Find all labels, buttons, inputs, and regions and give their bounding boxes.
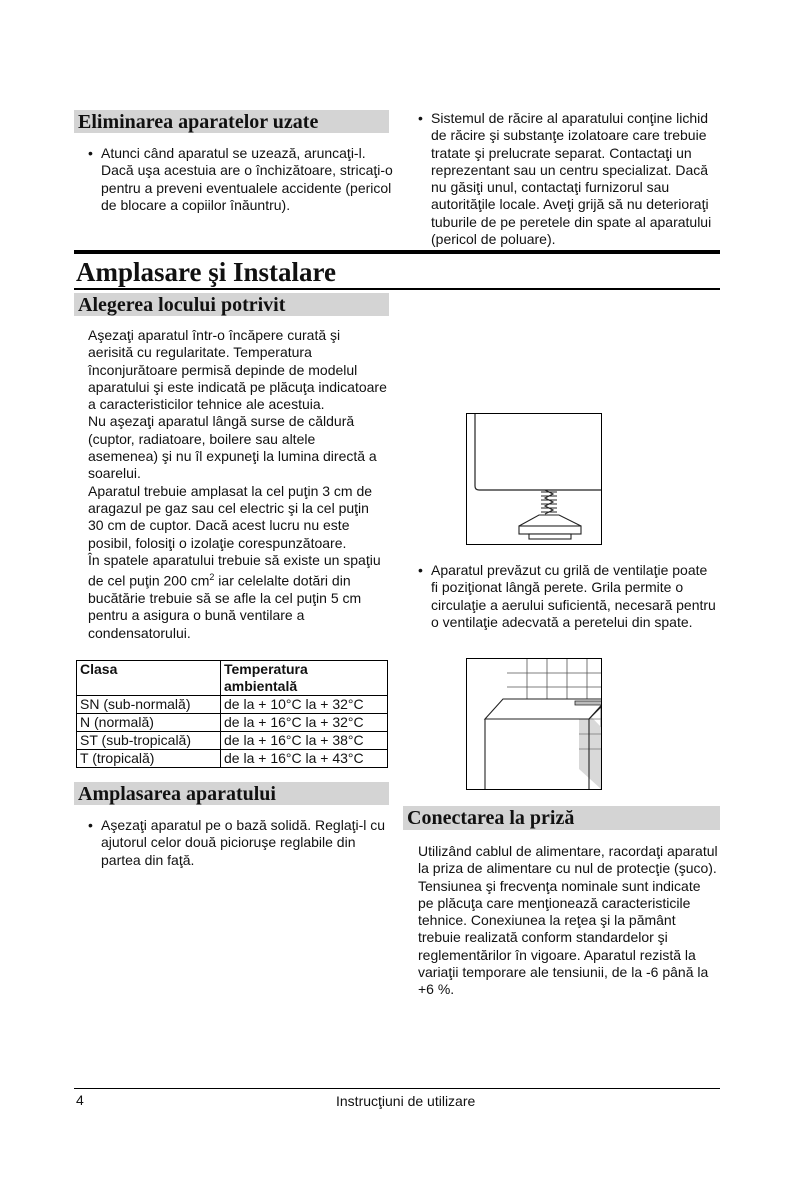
location-paragraph-4 [88,552,388,642]
climate-class-table [76,660,388,768]
installation-title: Amplasare şi Instalare [76,257,337,287]
connection-text [418,843,718,999]
connection-paragraph-1: Utilizând cablul de alimentare, racordaţi aparatul la priza de alimentare cu nul de protecţie (şuco). [418,843,718,877]
table-header-temperature: Temperatura ambientală [221,661,388,696]
table-cell-class: SN (sub-normală) [77,696,221,714]
table-cell-class: ST (sub-tropicală) [77,732,221,750]
ventilation-bullet: • Aparatul prevăzut cu grilă de ventilaţie poate fi poziţionat lângă perete. Grila permite o circulaţie a aerului suficientă, necesară pentru o ventilaţie adecvată a peretelui din spate. [418,562,718,631]
disposal-bullet-2: • Sistemul de răcire al aparatului conţine lichid de răcire şi substanţe izolatoare care trebuie tratate şi prelucrate separat. Contactaţi un reprezentant sau un centru specializat. Dacă nu găsiţi unul, contactaţi furnizorul sau autorităţile locale. Aveţi grijă să nu deterioraţi tuburile de pe peretele din spate al aparatului (pericol de poluare). [418,110,718,248]
location-paragraph-2: Nu aşezaţi aparatul lângă surse de căldură (cuptor, radiatoare, boilere sau altele asemenea) şi nu îl expuneţi la lumina directă a soarelui. [88,413,377,482]
table-cell-class: N (normală) [77,714,221,732]
table-row [77,696,388,714]
location-heading: Alegerea locului potrivit [74,293,389,316]
disposal-heading: Eliminarea aparatelor uzate [74,110,389,133]
section-rule-top [74,250,720,254]
adjustable-foot-icon [467,414,601,544]
placement-bullet: • Aşezaţi aparatul pe o bază solidă. Reglaţi-l cu ajutorul celor două picioruşe reglabile din partea din faţă. [88,817,390,869]
appliance-wall-icon [467,659,601,789]
adjustable-foot-illustration [466,413,602,545]
table-cell-temp: de la + 16°C la + 32°C [221,714,388,732]
footer-title: Instrucţiuni de utilizare [336,1093,476,1109]
footer-rule [74,1088,720,1089]
location-p4-sup: 2 [209,572,215,583]
location-paragraph-1: Aşezaţi aparatul într-o încăpere curată şi aerisită cu regularitate. Temperatura înconjurătoare permisă depinde de modelul aparatului şi este indicată pe plăcuţa indicatoare a caracteristicilor tehnice ale acestuia. [88,327,387,413]
table-cell-class: T (tropicală) [77,750,221,768]
placement-heading: Amplasarea aparatului [74,782,389,805]
table-header-row [77,661,388,696]
section-rule-title [74,288,720,290]
table-cell-temp: de la + 16°C la + 38°C [221,732,388,750]
table-row [77,750,388,768]
table-row [77,732,388,750]
table-cell-temp: de la + 16°C la + 43°C [221,750,388,768]
disposal-bullet-1: • Atunci când aparatul se uzează, aruncaţi-l. Dacă uşa acestuia are o închizătoare, stricaţi-o pentru a preveni eventualele accidente (pericol de blocare a copiilor înăuntru). [88,145,393,214]
table-row [77,714,388,732]
location-p4-a: În spatele aparatului trebuie să existe un spaţiu de cel puţin 200 cm [88,551,381,589]
wall-placement-illustration [466,658,602,790]
location-paragraph-3: Aparatul trebuie amplasat la cel puţin 3 cm de aragazul pe gaz sau cel electric şi la cel puţin 30 cm de cuptor. Dacă acest lucru nu este posibil, folosiţi o izolaţie corespunzătoare. [88,482,373,551]
table-cell-temp: de la + 10°C la + 32°C [221,696,388,714]
location-text [88,327,388,642]
table-header-class: Clasa [77,661,221,696]
connection-paragraph-2: Tensiunea şi frecvenţa nominale sunt indicate pe plăcuţa care menţionează caracteristicile tehnice. Conexiunea la reţea şi la pământ trebuie realizată conform standardelor şi reglementărilor în vigoare. Aparatul rezistă la variaţii temporare ale tensiunii, de la -6 până la +6 %. [418,877,709,998]
location-p4-b: iar celelalte dotări din bucătărie trebuie să se afle la cel puţin 5 cm pentru a asigura o bună ventilare a condensatorului. [88,572,362,641]
connection-heading: Conectarea la priză [403,806,720,830]
page-number: 4 [76,1092,84,1108]
